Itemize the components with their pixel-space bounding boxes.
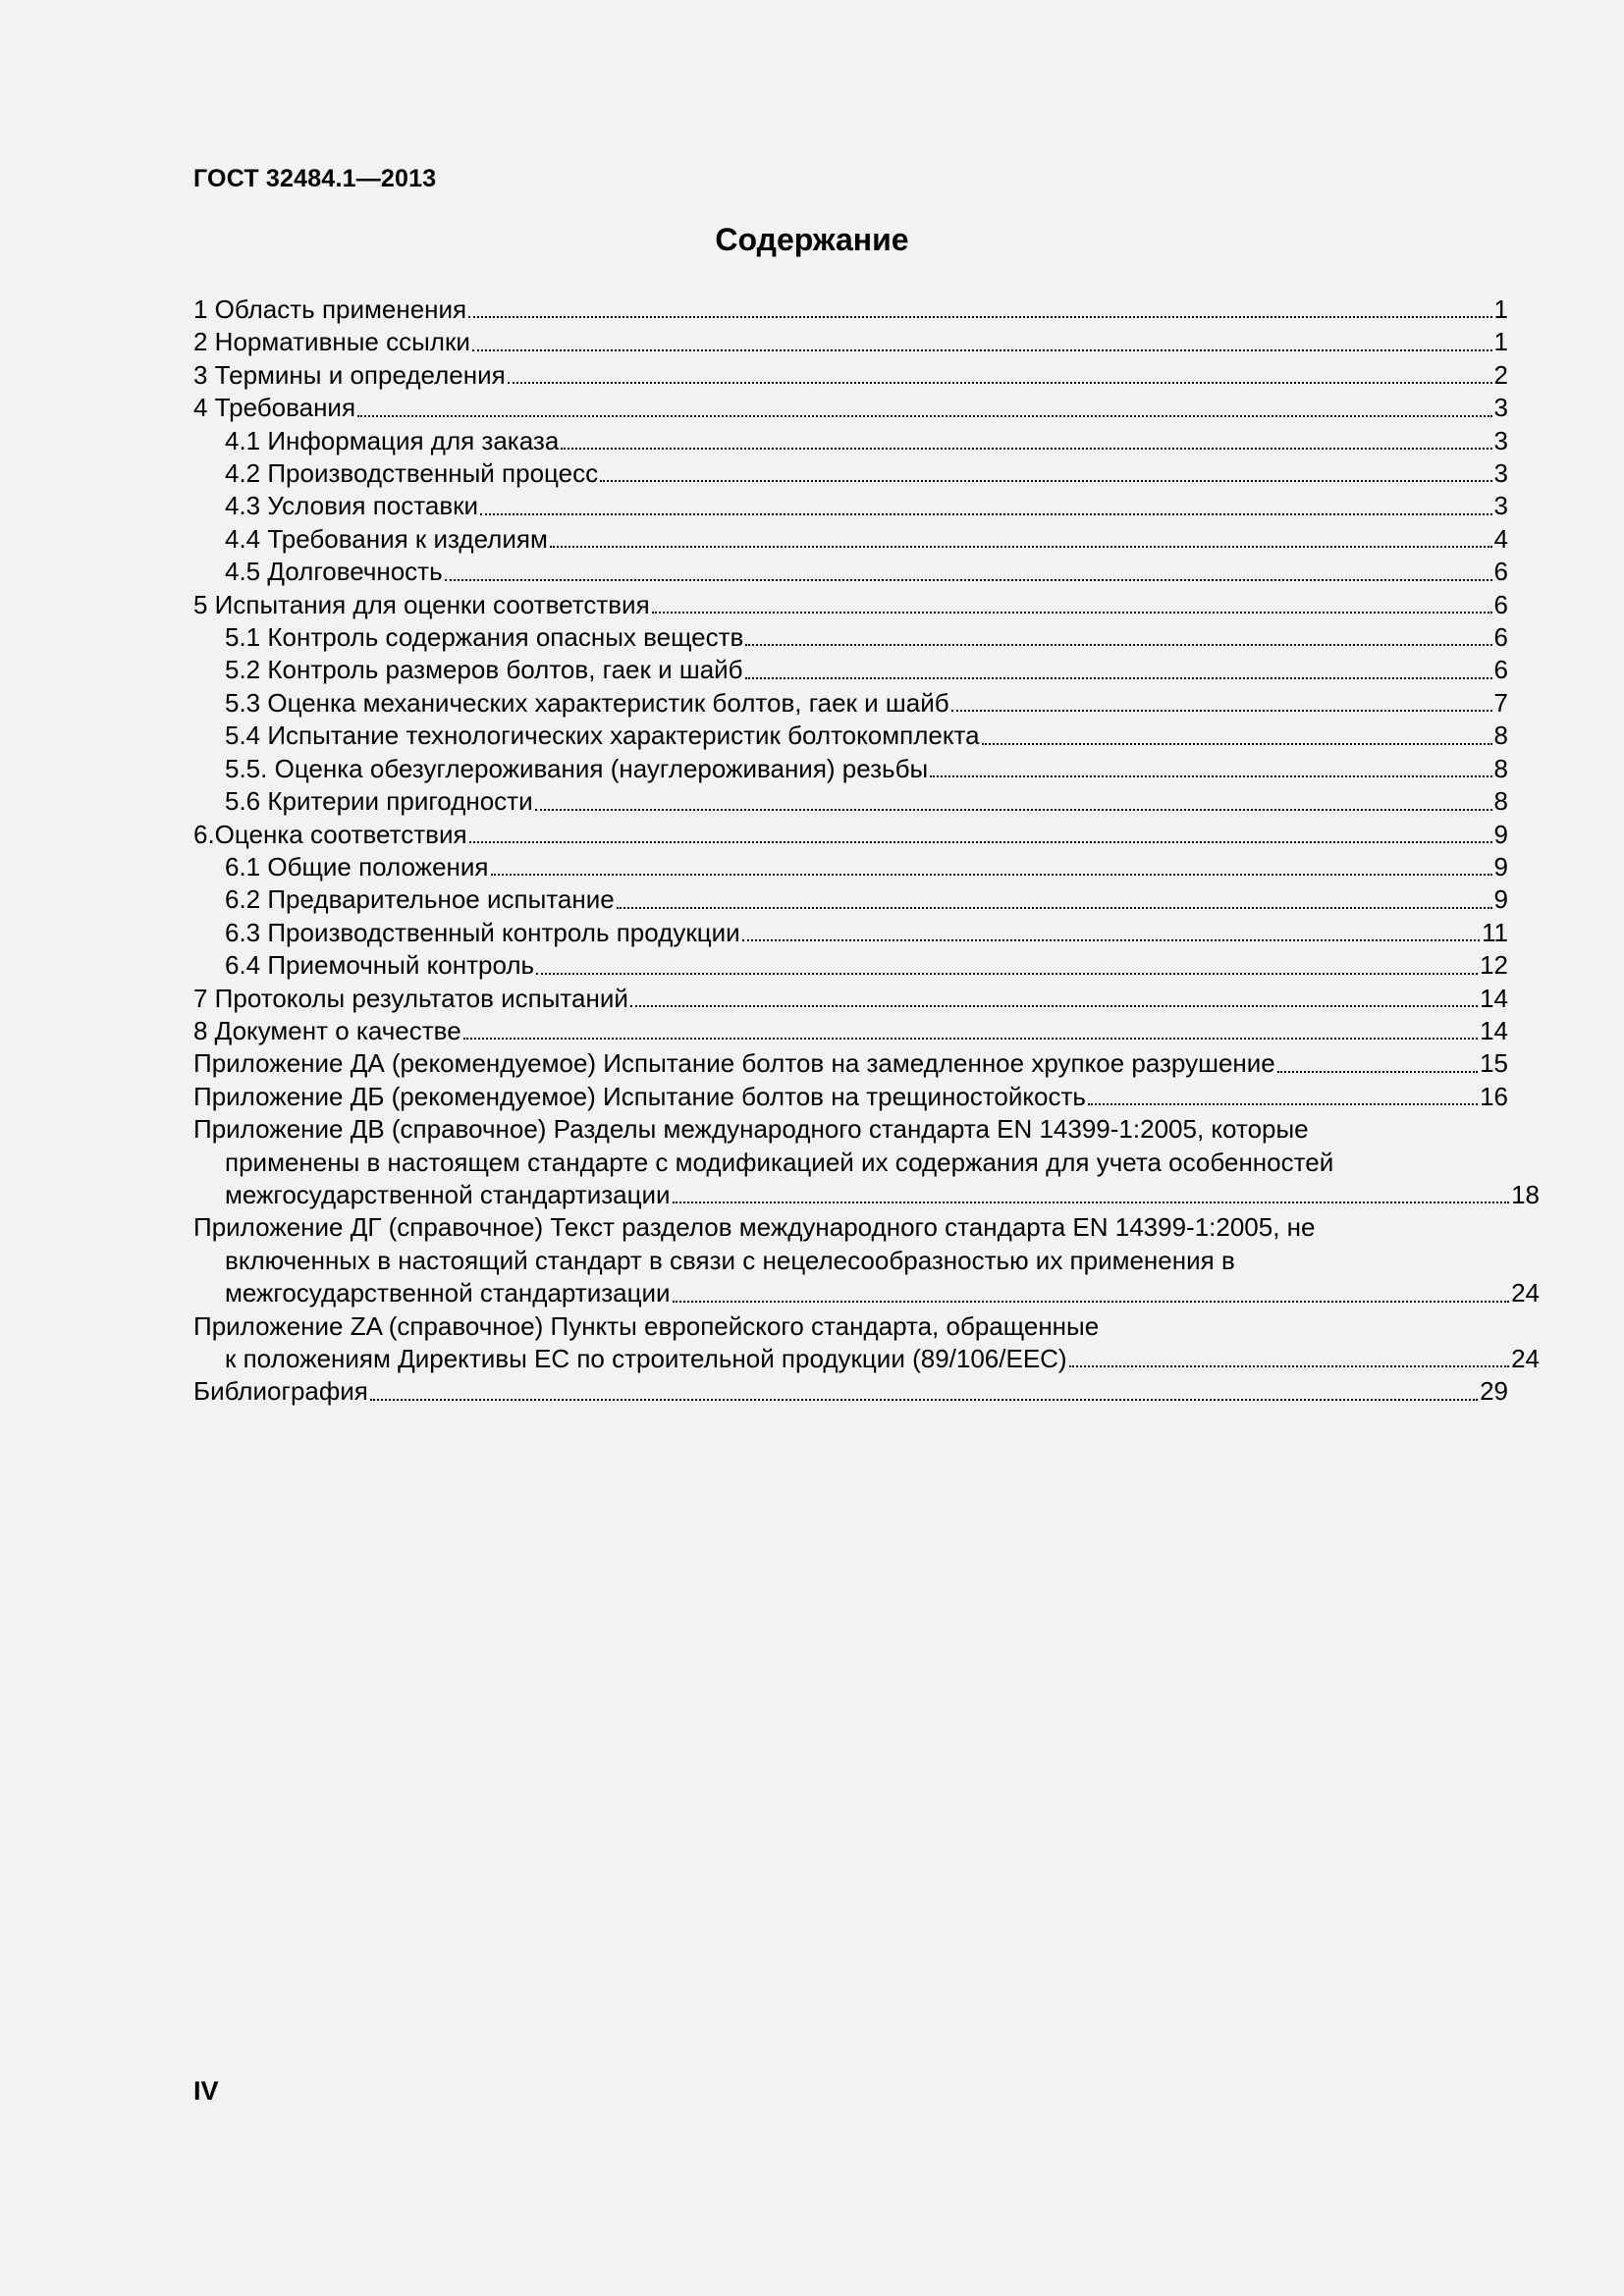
toc-leader-dots <box>1277 1047 1478 1080</box>
toc-entry-title: 6.1 Общие положения <box>225 851 489 881</box>
toc-leader-dots <box>930 753 1491 785</box>
toc-entry-title: включенных в настоящий стандарт в связи с нецелесообразностью их применения в <box>225 1245 1235 1275</box>
toc-entry[interactable] <box>193 917 1508 949</box>
toc-entry-page: 8 <box>1493 753 1508 783</box>
toc-entry-page: 8 <box>1493 786 1508 817</box>
table-of-contents <box>193 294 1540 1409</box>
toc-entry[interactable] <box>193 654 1508 686</box>
toc-entry[interactable] <box>193 1211 1508 1244</box>
toc-entry-title: 5.5. Оценка обезуглероживания (науглероживания) резьбы <box>225 753 929 783</box>
toc-entry[interactable] <box>193 687 1508 720</box>
toc-entry-title: 6.3 Производственный контроль продукции <box>225 917 740 947</box>
toc-entry[interactable] <box>193 983 1508 1015</box>
toc-leader-dots <box>370 1375 1478 1408</box>
toc-leader-dots <box>1088 1081 1478 1113</box>
toc-entry[interactable] <box>193 785 1508 818</box>
toc-entry-page: 6 <box>1493 655 1508 685</box>
document-number: ГОСТ 32484.1—2013 <box>193 165 437 192</box>
toc-entry[interactable] <box>193 392 1508 424</box>
toc-entry-title: 5.3 Оценка механических характеристик болтов, гаек и шайб <box>225 687 949 718</box>
toc-entry-page: 3 <box>1493 425 1508 455</box>
toc-entry[interactable] <box>193 294 1508 326</box>
toc-entry-title: 5.2 Контроль размеров болтов, гаек и шайб <box>225 655 743 685</box>
toc-entry-title: 8 Документ о качестве <box>193 1015 461 1045</box>
toc-entry-title: 7 Протоколы результатов испытаний <box>193 983 628 1013</box>
toc-entry-page: 3 <box>1493 393 1508 423</box>
toc-entry-page: 14 <box>1480 1015 1508 1045</box>
toc-entry-page: 1 <box>1493 327 1508 357</box>
toc-entry[interactable] <box>193 1310 1508 1343</box>
toc-leader-dots <box>550 523 1492 556</box>
toc-entry-title: межгосударственной стандартизации <box>225 1179 671 1209</box>
toc-entry-title: 5.1 Контроль содержания опасных веществ <box>225 622 744 653</box>
toc-entry-title: 5.4 Испытание технологических характеристик болтокомплекта <box>225 721 980 751</box>
toc-entry-page: 6 <box>1493 589 1508 619</box>
toc-entry-title: 6.4 Приемочный контроль <box>225 950 535 981</box>
toc-leader-dots <box>652 589 1492 621</box>
toc-entry-page: 8 <box>1493 721 1508 751</box>
toc-entry-page: 9 <box>1493 819 1508 849</box>
toc-entry[interactable] <box>193 457 1508 490</box>
toc-entry-page: 3 <box>1493 491 1508 521</box>
toc-entry[interactable] <box>193 883 1508 916</box>
toc-leader-dots <box>469 819 1492 851</box>
toc-entry-page: 3 <box>1493 458 1508 489</box>
toc-entry-title: Приложение ДА (рекомендуемое) Испытание болтов на замедленное хрупкое разрушение <box>193 1048 1275 1079</box>
toc-entry[interactable] <box>193 326 1508 358</box>
toc-entry-title: 3 Термины и определения <box>193 359 506 390</box>
toc-entry-title: 4.4 Требования к изделиям <box>225 523 548 554</box>
toc-leader-dots <box>617 883 1492 916</box>
toc-entry-title: 4.3 Условия поставки <box>225 491 479 521</box>
toc-entry[interactable] <box>193 589 1508 621</box>
toc-entry-title: Приложение ДГ (справочное) Текст разделов международного стандарта EN 14399-1:2005, не <box>193 1212 1316 1243</box>
toc-entry[interactable] <box>193 425 1508 457</box>
toc-leader-dots <box>472 326 1492 358</box>
toc-entry-page: 7 <box>1493 687 1508 718</box>
toc-entry-page: 15 <box>1480 1048 1508 1079</box>
toc-entry-page: 11 <box>1482 917 1508 947</box>
toc-title: Содержание <box>715 222 909 257</box>
toc-entry-page: 6 <box>1493 622 1508 653</box>
toc-entry[interactable] <box>193 851 1508 883</box>
toc-entry[interactable] <box>193 490 1508 522</box>
toc-leader-dots <box>491 851 1492 883</box>
toc-entry-title: 2 Нормативные ссылки <box>193 327 470 357</box>
toc-entry[interactable] <box>193 753 1508 785</box>
page-number-roman: IV <box>193 2076 219 2106</box>
toc-entry-title: Библиография <box>193 1376 368 1407</box>
toc-leader-dots <box>561 425 1491 457</box>
toc-entry[interactable] <box>193 1343 1540 1375</box>
toc-entry-page: 9 <box>1493 884 1508 915</box>
toc-entry[interactable] <box>193 1081 1508 1113</box>
toc-entry-title: 4 Требования <box>193 393 356 423</box>
toc-entry[interactable] <box>193 1375 1508 1408</box>
toc-entry[interactable] <box>193 949 1508 982</box>
toc-entry[interactable] <box>193 1047 1508 1080</box>
toc-entry-title: межгосударственной стандартизации <box>225 1278 671 1308</box>
toc-entry-title: 6.Оценка соответствия <box>193 819 467 849</box>
toc-leader-dots <box>630 983 1478 1015</box>
toc-leader-dots <box>745 621 1491 654</box>
toc-entry[interactable] <box>193 819 1508 851</box>
toc-leader-dots <box>357 392 1492 424</box>
toc-entry-page: 1 <box>1493 294 1508 324</box>
toc-entry-title: Приложение ДВ (справочное) Разделы международного стандарта EN 14399-1:2005, которые <box>193 1114 1309 1145</box>
toc-entry-page: 14 <box>1480 983 1508 1013</box>
toc-entry[interactable] <box>193 359 1508 392</box>
toc-entry[interactable] <box>193 1113 1508 1146</box>
toc-entry-title: Приложение ZA (справочное) Пункты европейского стандарта, обращенные <box>193 1310 1100 1341</box>
toc-entry[interactable] <box>193 523 1508 556</box>
toc-entry-page: 4 <box>1493 523 1508 554</box>
toc-entry[interactable] <box>193 1277 1540 1309</box>
toc-entry-page: 24 <box>1511 1278 1540 1308</box>
toc-leader-dots <box>536 949 1478 982</box>
toc-entry-title: 5 Испытания для оценки соответствия <box>193 589 650 619</box>
toc-leader-dots <box>673 1277 1510 1309</box>
toc-leader-dots <box>468 294 1491 326</box>
toc-leader-dots <box>745 654 1492 686</box>
toc-leader-dots <box>508 359 1492 392</box>
toc-entry[interactable] <box>193 621 1508 654</box>
toc-entry-page: 16 <box>1480 1081 1508 1111</box>
toc-leader-dots <box>742 917 1480 949</box>
toc-entry-title: 4.5 Долговечность <box>225 557 443 587</box>
toc-entry-page: 9 <box>1493 851 1508 881</box>
toc-leader-dots <box>600 457 1491 490</box>
toc-leader-dots <box>480 490 1491 522</box>
toc-entry-title: 5.6 Критерии пригодности <box>225 786 533 817</box>
toc-leader-dots <box>951 687 1492 720</box>
toc-entry-title: Приложение ДБ (рекомендуемое) Испытание болтов на трещиностойкость <box>193 1081 1086 1111</box>
toc-leader-dots <box>535 785 1492 818</box>
toc-leader-dots <box>673 1179 1510 1211</box>
toc-entry-title: к положениям Директивы ЕС по строительной продукции (89/106/ЕЕС) <box>225 1344 1067 1373</box>
toc-entry[interactable] <box>193 1179 1540 1211</box>
toc-entry-title: 1 Область применения <box>193 294 467 324</box>
toc-leader-dots <box>982 720 1492 752</box>
toc-entry-page: 24 <box>1511 1344 1540 1373</box>
toc-leader-dots <box>1069 1343 1509 1375</box>
toc-entry-page: 2 <box>1493 359 1508 390</box>
toc-entry-page: 12 <box>1480 950 1508 981</box>
toc-entry[interactable] <box>193 1147 1540 1179</box>
toc-entry-page: 29 <box>1480 1376 1508 1407</box>
toc-leader-dots <box>463 1015 1478 1047</box>
toc-entry[interactable] <box>193 1015 1508 1047</box>
toc-entry-title: 4.2 Производственный процесс <box>225 458 599 489</box>
toc-entry[interactable] <box>193 1245 1540 1277</box>
toc-entry-title: 6.2 Предварительное испытание <box>225 884 615 915</box>
toc-entry-page: 18 <box>1511 1179 1540 1209</box>
toc-entry[interactable] <box>193 720 1508 752</box>
toc-entry-title: 4.1 Информация для заказа <box>225 425 560 455</box>
toc-leader-dots <box>445 556 1492 588</box>
toc-entry-page: 6 <box>1493 557 1508 587</box>
toc-entry-title: применены в настоящем стандарте с модификацией их содержания для учета особенностей <box>225 1147 1334 1177</box>
toc-entry[interactable] <box>193 556 1508 588</box>
